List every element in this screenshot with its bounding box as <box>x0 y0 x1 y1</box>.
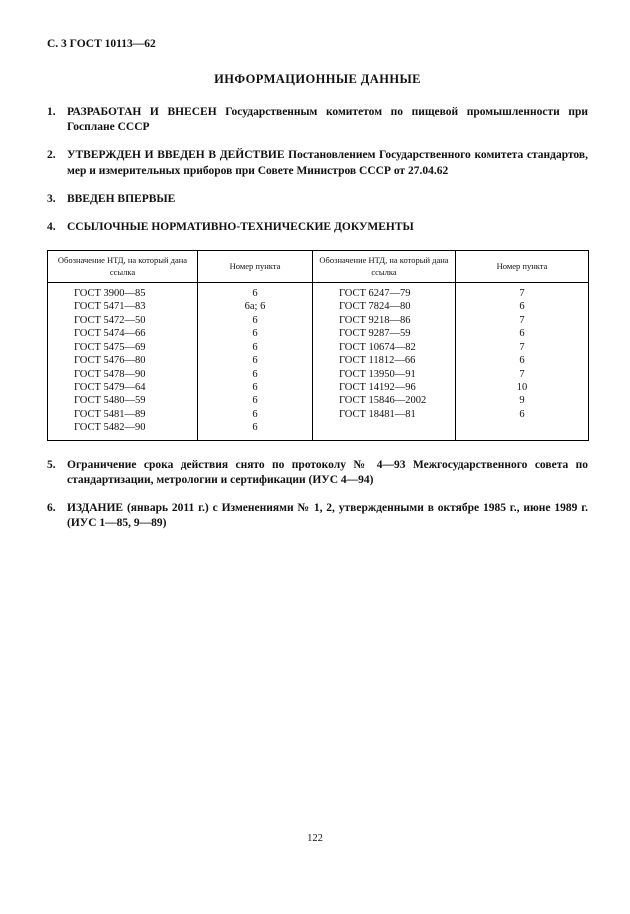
document-title: ИНФОРМАЦИОННЫЕ ДАННЫЕ <box>214 72 421 86</box>
ntd-designation-cell: ГОСТ 5479—64 <box>48 381 198 394</box>
clause-number-cell <box>456 421 589 440</box>
clause-number-cell: 7 <box>456 368 589 381</box>
list-item-first-introduced <box>47 192 588 207</box>
ntd-designation-cell: ГОСТ 10674—82 <box>313 341 456 354</box>
clause-number-cell: 7 <box>456 282 589 300</box>
list-item-developed <box>47 105 588 135</box>
table-row <box>48 314 589 327</box>
clause-number-cell: 6 <box>198 327 313 340</box>
ntd-designation-cell: ГОСТ 9287—59 <box>313 327 456 340</box>
ntd-table-body <box>48 282 589 440</box>
ntd-designation-cell: ГОСТ 5478—90 <box>48 368 198 381</box>
ntd-designation-cell: ГОСТ 5482—90 <box>48 421 198 440</box>
item-number: 6. <box>47 502 56 515</box>
clause-number-cell: 6 <box>198 354 313 367</box>
ntd-designation-cell: ГОСТ 5471—83 <box>48 300 198 313</box>
item-text: РАЗРАБОТАН И ВНЕСЕН Государственным комитетом по пищевой промышленности при Госплане СССР <box>67 106 588 134</box>
table-row <box>48 408 589 421</box>
list-item-validity-limitation <box>47 458 588 488</box>
clause-number-cell: 7 <box>456 341 589 354</box>
clause-number-cell: 9 <box>456 394 589 407</box>
table-row <box>48 282 589 300</box>
ntd-designation-cell: ГОСТ 15846—2002 <box>313 394 456 407</box>
list-item-reference-documents <box>47 220 588 235</box>
list-item-approved <box>47 148 588 178</box>
page-header: С. 3 ГОСТ 10113—62 <box>47 38 156 50</box>
table-row <box>48 421 589 440</box>
item-number: 4. <box>47 220 56 233</box>
item-text: УТВЕРЖДЕН И ВВЕДЕН В ДЕЙСТВИЕ Постановлением Государственного комитета стандартов, мер и измерительных приборов при Совете Министров СССР от 27.04.62 <box>67 149 588 177</box>
table-row <box>48 368 589 381</box>
clause-number-cell: 6 <box>456 327 589 340</box>
clause-number-cell: 6 <box>198 381 313 394</box>
ntd-designation-cell <box>313 421 456 440</box>
clause-number-cell: 10 <box>456 381 589 394</box>
clause-number-cell: 6 <box>198 341 313 354</box>
list-item-edition <box>47 501 588 531</box>
ntd-designation-cell: ГОСТ 13950—91 <box>313 368 456 381</box>
header-clause-number-right: Номер пункта <box>456 251 589 283</box>
reference-documents-table <box>47 250 589 441</box>
clause-number-cell: 6а; 6 <box>198 300 313 313</box>
item-number: 2. <box>47 149 56 162</box>
ntd-designation-cell: ГОСТ 5481—89 <box>48 408 198 421</box>
ntd-designation-cell: ГОСТ 5475—69 <box>48 341 198 354</box>
ntd-designation-cell: ГОСТ 7824—80 <box>313 300 456 313</box>
clause-number-cell: 6 <box>198 314 313 327</box>
ntd-designation-cell: ГОСТ 3900—85 <box>48 282 198 300</box>
ntd-designation-cell: ГОСТ 14192—96 <box>313 381 456 394</box>
header-ntd-designation-right: Обозначение НТД, на который дана ссылка <box>313 251 456 283</box>
item-number: 1. <box>47 106 56 118</box>
clause-number-cell: 6 <box>456 408 589 421</box>
ntd-designation-cell: ГОСТ 5480—59 <box>48 394 198 407</box>
clause-number-cell: 6 <box>198 394 313 407</box>
clause-number-cell: 6 <box>198 408 313 421</box>
ntd-designation-cell: ГОСТ 5474—66 <box>48 327 198 340</box>
table-row <box>48 300 589 313</box>
item-text: ИЗДАНИЕ (январь 2011 г.) с Изменениями № 1, 2, утвержденными в октябре 1985 г., июне 1989 г. (ИУС 1—85, 9—89) <box>67 502 588 530</box>
clause-number-cell: 6 <box>198 421 313 440</box>
table-row <box>48 327 589 340</box>
table-header-row <box>48 251 589 283</box>
ntd-designation-cell: ГОСТ 5476—80 <box>48 354 198 367</box>
page-number: 122 <box>307 833 323 844</box>
header-clause-number-left: Номер пункта <box>198 251 313 283</box>
clause-number-cell: 6 <box>456 354 589 367</box>
table-row <box>48 341 589 354</box>
header-ntd-designation-left: Обозначение НТД, на который дана ссылка <box>48 251 198 283</box>
ntd-designation-cell: ГОСТ 6247—79 <box>313 282 456 300</box>
table-row <box>48 394 589 407</box>
clause-number-cell: 7 <box>456 314 589 327</box>
table-row <box>48 354 589 367</box>
table-row <box>48 381 589 394</box>
ntd-designation-cell: ГОСТ 5472—50 <box>48 314 198 327</box>
item-number: 3. <box>47 192 56 205</box>
item-text: Ограничение срока действия снято по протоколу № 4—93 Межгосударственного совета по стандартизации, метрологии и сертификации (ИУС 4—94) <box>67 458 588 486</box>
clause-number-cell: 6 <box>198 368 313 381</box>
ntd-designation-cell: ГОСТ 9218—86 <box>313 314 456 327</box>
item-number: 5. <box>47 458 56 471</box>
item-text: ВВЕДЕН ВПЕРВЫЕ <box>67 192 176 205</box>
clause-number-cell: 6 <box>198 282 313 300</box>
ntd-designation-cell: ГОСТ 11812—66 <box>313 354 456 367</box>
ntd-designation-cell: ГОСТ 18481—81 <box>313 408 456 421</box>
clause-number-cell: 6 <box>456 300 589 313</box>
item-text: ССЫЛОЧНЫЕ НОРМАТИВНО-ТЕХНИЧЕСКИЕ ДОКУМЕНТЫ <box>67 220 414 233</box>
